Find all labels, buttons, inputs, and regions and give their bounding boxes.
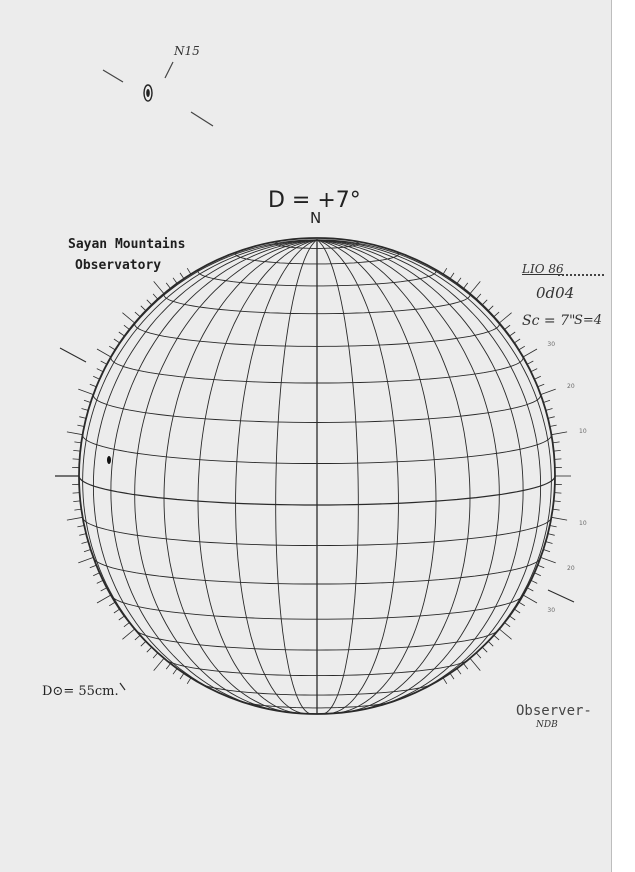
limb-scale-tick: [187, 268, 191, 274]
limb-scale-tick: [90, 565, 97, 568]
limb-scale-tick: [494, 635, 499, 640]
limb-scale-tick: [488, 306, 493, 311]
limb-scale-tick: [554, 450, 561, 451]
limb-scale-tick: [470, 658, 480, 670]
limb-scale-tick: [514, 609, 520, 613]
limb-scale-tick: [166, 664, 170, 670]
observation-time: 0d04: [536, 284, 575, 302]
limb-scale-tick: [538, 384, 545, 387]
limb-scale-tick: [187, 678, 191, 684]
sunspot-label: N15: [174, 44, 200, 58]
limb-scale-tick: [114, 609, 120, 613]
limb-scale-tick: [476, 653, 481, 658]
limb-scale-tick: [73, 450, 80, 451]
limb-scale-tick: [457, 278, 461, 284]
limb-scale-tick: [124, 623, 130, 627]
limb-scale-tick: [93, 573, 99, 576]
longitude-line: [276, 240, 317, 714]
limb-scale-tick: [464, 283, 468, 289]
limb-scale-tick: [119, 332, 125, 336]
limb-scale-tick: [73, 493, 80, 494]
limb-scale-tick: [554, 501, 561, 502]
limb-scale-tick: [153, 294, 158, 299]
limb-scale-tick: [505, 623, 511, 627]
limb-scale-tick: [73, 459, 80, 460]
observer-label: Observer-: [516, 703, 592, 719]
limb-scale-tick: [82, 409, 89, 411]
longitude-line: [198, 240, 317, 713]
observer-initials: NDB: [536, 720, 558, 730]
limb-scale-tick: [531, 580, 537, 583]
limb-scale-tick: [67, 517, 83, 520]
limb-scale-tick: [77, 425, 84, 426]
limb-scale-tick: [74, 509, 81, 510]
limb-scale-tick: [546, 542, 553, 544]
limb-scale-tick: [154, 281, 164, 293]
limb-scale-tick: [534, 376, 540, 379]
scale-number: 10: [579, 427, 587, 435]
limb-scale-tick: [546, 409, 553, 411]
limb-scale-tick: [153, 653, 158, 658]
limb-scale-tick: [543, 400, 550, 402]
limb-scale-tick: [527, 361, 533, 364]
limb-scale-tick: [450, 673, 454, 679]
limb-scale-tick: [523, 349, 537, 357]
longitude-line: [135, 240, 317, 711]
limb-scale-tick: [464, 664, 468, 670]
limb-scale-tick: [73, 501, 80, 502]
scale-number: 20: [567, 383, 575, 390]
limb-scale-tick: [541, 557, 556, 563]
observatory-name-line1: Sayan Mountains: [68, 237, 186, 252]
limb-scale-tick: [166, 283, 170, 289]
limb-scale-tick: [551, 517, 567, 520]
observatory-name-line2: Observatory: [75, 258, 162, 273]
limb-scale-tick: [554, 493, 561, 494]
limb-scale-tick: [488, 641, 493, 646]
limb-scale-tick: [519, 602, 525, 606]
limb-scale-tick: [97, 349, 111, 357]
sunspot-on-disk: [107, 456, 111, 464]
limb-scale-tick: [527, 588, 533, 591]
limb-scale-tick: [74, 442, 81, 443]
limb-scale-tick: [470, 281, 480, 293]
limb-scale-tick: [541, 389, 556, 395]
axis-pointer: [60, 348, 86, 362]
limb-scale-tick: [173, 669, 177, 675]
limb-scale-tick: [79, 534, 86, 536]
limb-scale-tick: [543, 550, 550, 552]
limb-scale-tick: [84, 400, 91, 402]
limb-scale-tick: [173, 278, 177, 284]
limb-scale-tick: [531, 369, 537, 372]
limb-scale-tick: [443, 268, 447, 274]
limb-scale-tick: [550, 526, 557, 527]
limb-scale-tick: [77, 526, 84, 527]
limb-scale-tick: [553, 509, 560, 510]
north-label: N: [310, 209, 322, 227]
limb-scale-tick: [534, 573, 540, 576]
limb-scale-tick: [109, 346, 115, 350]
scale-number: 30: [547, 341, 556, 348]
solar-diameter-note: D⊙= 55cm.: [42, 684, 119, 699]
limb-scale-tick: [67, 432, 83, 435]
limb-scale-tick: [93, 376, 99, 379]
limb-scale-tick: [482, 300, 487, 305]
limb-scale-tick: [550, 425, 557, 426]
limb-scale-tick: [553, 442, 560, 443]
limb-scale-tick: [141, 306, 146, 311]
limb-scale-tick: [499, 629, 511, 639]
limb-scale-tick: [101, 588, 107, 591]
longitude-line: [317, 240, 541, 702]
limb-scale-tick: [443, 678, 447, 684]
limb-scale-tick: [548, 417, 555, 419]
limb-scale-tick: [482, 647, 487, 652]
limb-scale-tick: [551, 432, 567, 435]
limb-scale-tick: [79, 417, 86, 419]
limb-scale-tick: [78, 557, 93, 563]
limb-scale-tick: [97, 595, 111, 603]
limb-scale-tick: [154, 658, 164, 670]
observation-date: LIO 86: [522, 262, 564, 276]
limb-scale-tick: [510, 332, 516, 336]
limb-scale-tick: [538, 565, 545, 568]
limb-scale-tick: [90, 384, 97, 387]
longitude-line: [93, 240, 317, 702]
limb-scale-tick: [494, 312, 499, 317]
limb-scale-tick: [141, 641, 146, 646]
limb-scale-tick: [101, 361, 107, 364]
longitude-line: [317, 240, 358, 714]
limb-scale-tick: [523, 595, 537, 603]
limb-scale-tick: [147, 300, 152, 305]
seeing-sc: Sc = 7": [522, 313, 576, 329]
limb-scale-tick: [78, 389, 93, 395]
limb-scale-tick: [84, 550, 91, 552]
scale-number: 30: [547, 607, 556, 614]
limb-scale-tick: [122, 629, 134, 639]
limb-scale-tick: [519, 346, 525, 350]
limb-scale-tick: [457, 669, 461, 675]
limb-scale-tick: [548, 534, 555, 536]
limb-scale-tick: [135, 312, 140, 317]
limb-scale-tick: [109, 602, 115, 606]
longitude-line: [317, 240, 436, 713]
limb-scale-tick: [97, 580, 103, 583]
axis-pointer: [120, 683, 125, 690]
limb-scale-tick: [119, 616, 125, 620]
longitude-line: [317, 240, 499, 711]
axis-pointer: [548, 590, 574, 602]
limb-scale-tick: [180, 273, 184, 279]
limb-scale-tick: [122, 313, 134, 323]
limb-scale-tick: [450, 273, 454, 279]
limb-scale-tick: [97, 369, 103, 372]
limb-scale-tick: [476, 294, 481, 299]
limb-scale-tick: [510, 616, 516, 620]
limb-scale-tick: [135, 635, 140, 640]
seeing-value: S=4: [574, 313, 603, 328]
limb-scale-tick: [180, 673, 184, 679]
limb-scale-tick: [114, 339, 120, 343]
limb-scale-tick: [147, 647, 152, 652]
scale-number: 10: [579, 520, 587, 528]
limb-scale-tick: [505, 325, 511, 329]
limb-scale-tick: [82, 542, 89, 544]
scale-number: 20: [567, 565, 575, 572]
declination-label: D = +7°: [268, 188, 361, 213]
limb-scale-tick: [514, 339, 520, 343]
limb-scale-tick: [554, 459, 561, 460]
limb-scale-tick: [499, 313, 511, 323]
limb-scale-tick: [124, 325, 130, 329]
